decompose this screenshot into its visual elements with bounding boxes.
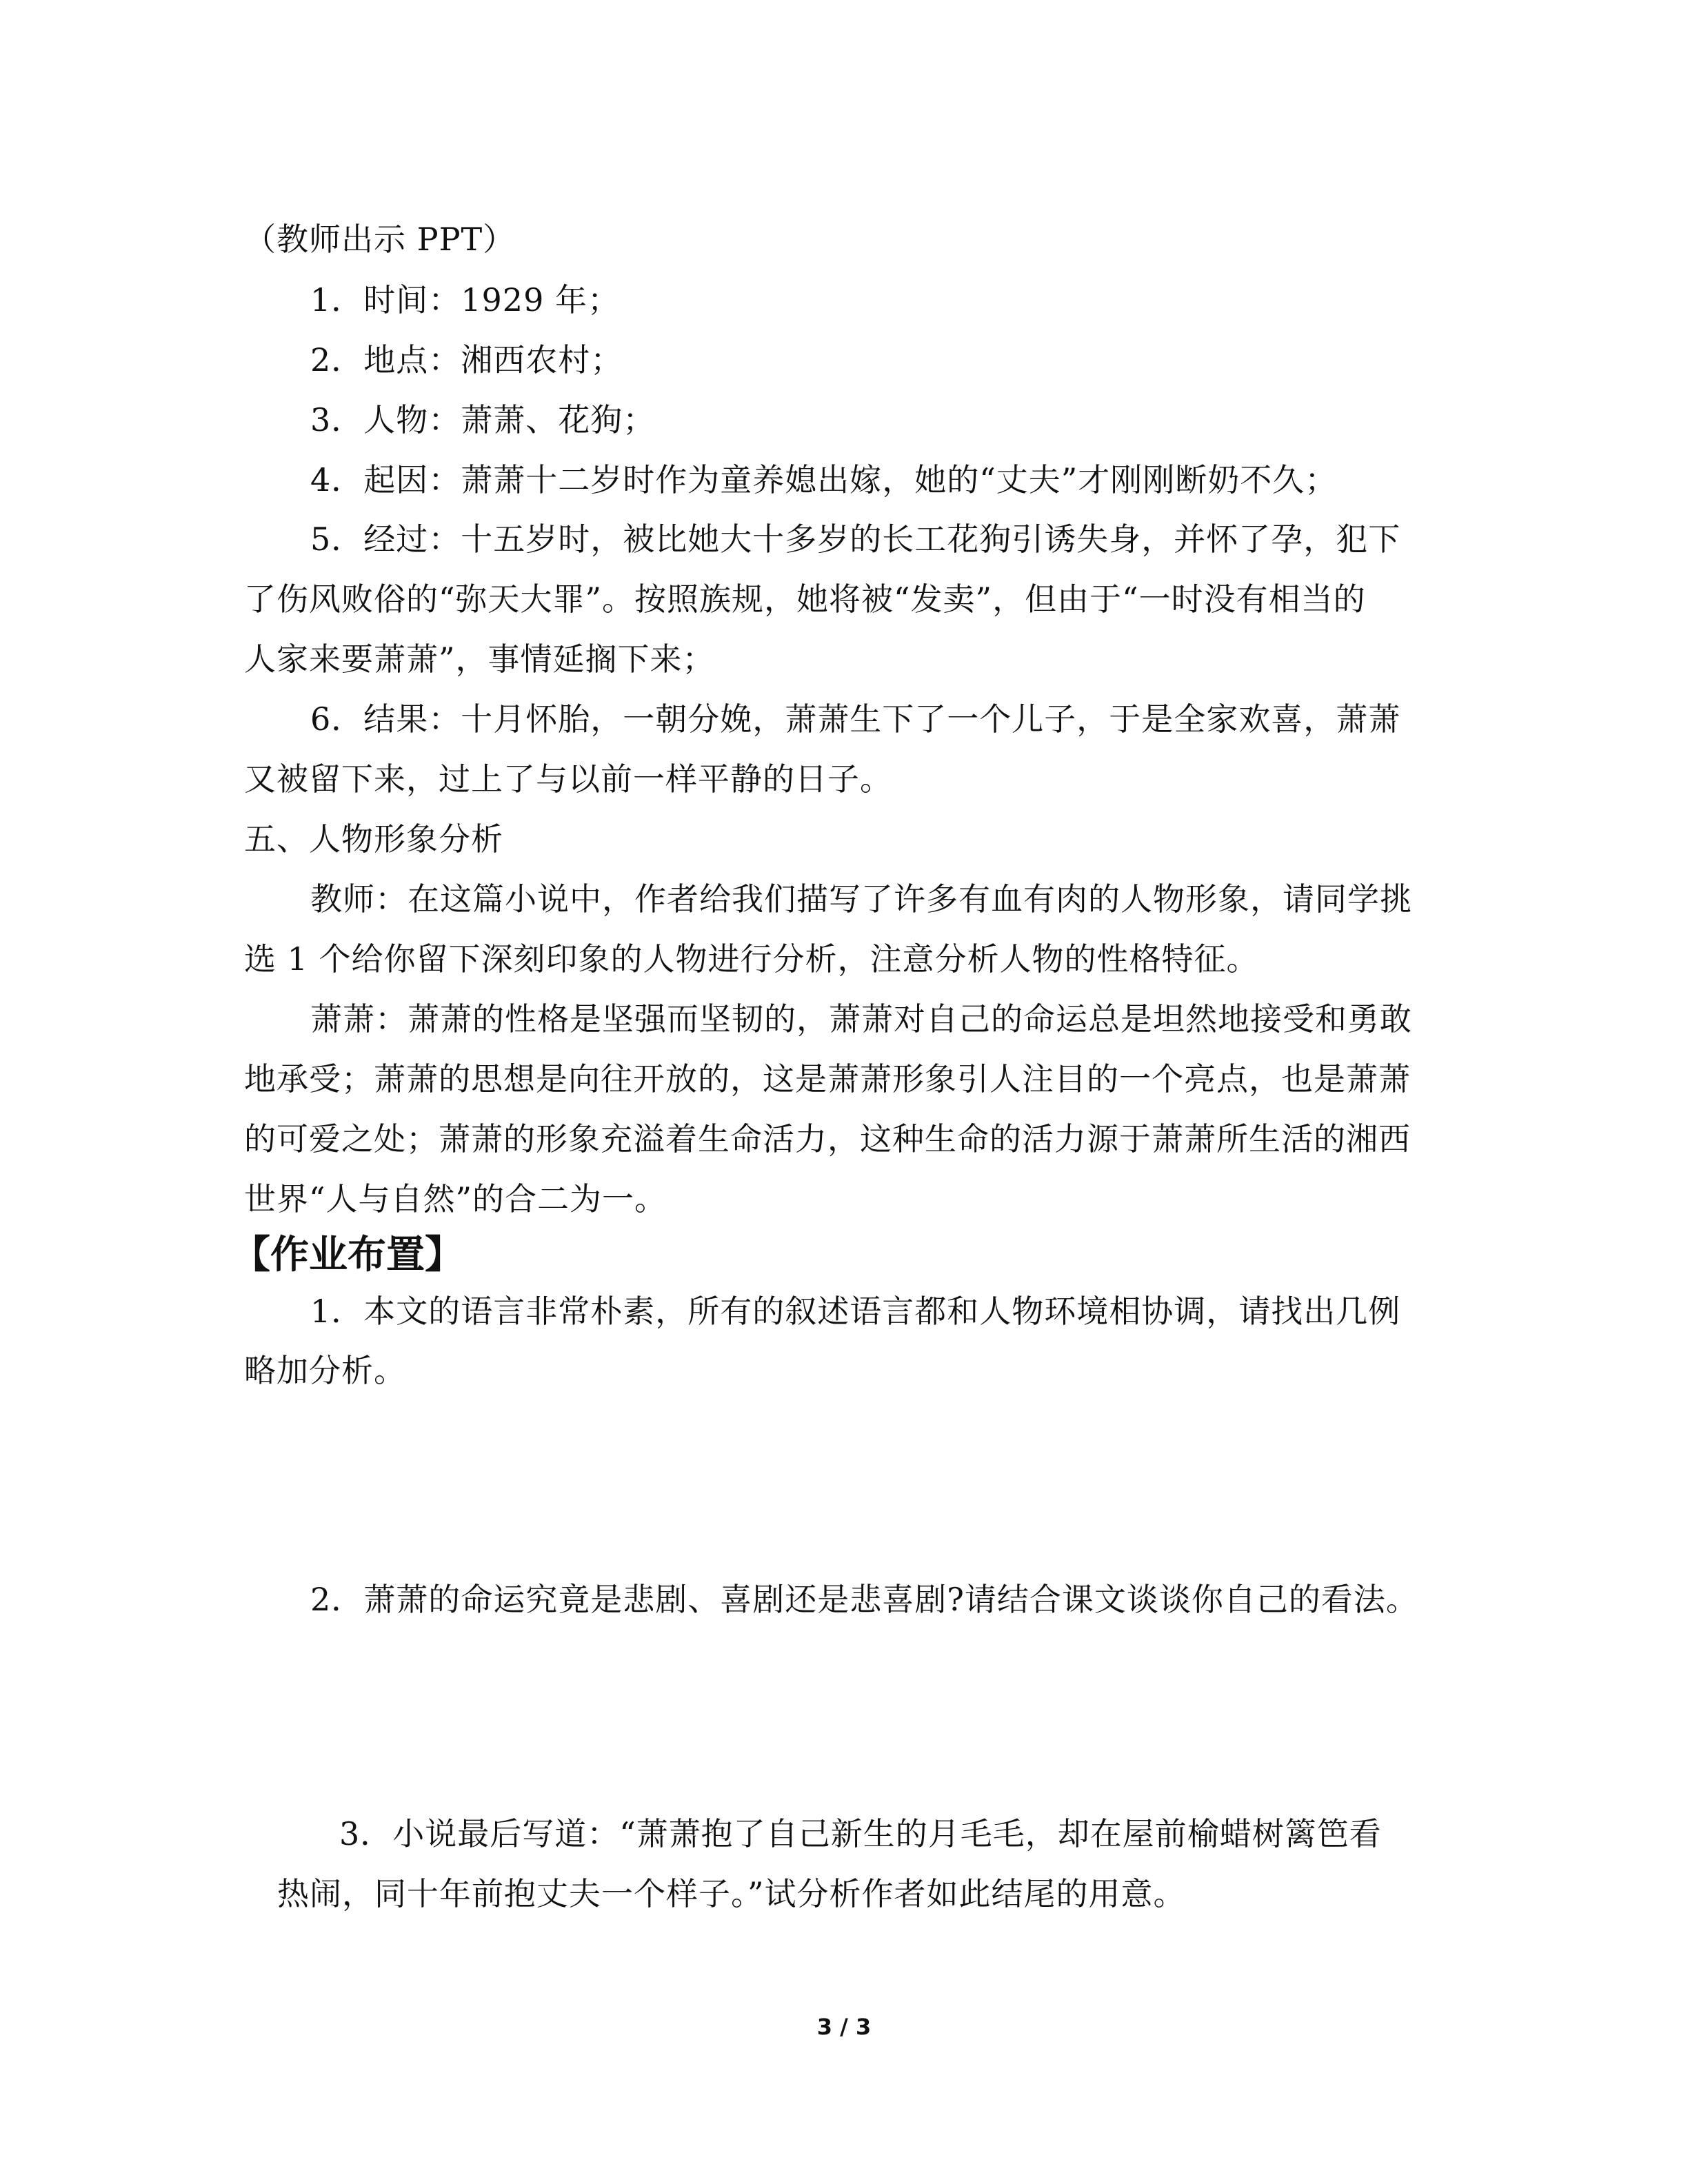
teacher-paragraph-line-1: 教师：在这篇小说中，作者给我们描写了许多有血有肉的人物形象，请同学挑 <box>310 880 1412 918</box>
story-element-time: 1．时间：1929 年； <box>310 281 620 318</box>
story-element-process-line-3: 人家来要萧萧”，事情延搁下来； <box>244 640 715 678</box>
page-number: 3 / 3 <box>816 2014 872 2040</box>
story-element-result-line-1: 6．结果：十月怀胎，一朝分娩，萧萧生下了一个儿子，于是全家欢喜，萧萧 <box>310 700 1401 738</box>
homework-question-2: 2．萧萧的命运究竟是悲剧、喜剧还是悲喜剧?请结合课文谈谈你自己的看法。 <box>310 1581 1418 1618</box>
story-element-result-line-2: 又被留下来，过上了与以前一样平静的日子。 <box>244 760 892 798</box>
story-element-process-line-2: 了伤风败俗的“弥天大罪”。按照族规，她将被“发卖”，但由于“一时没有相当的 <box>244 580 1366 618</box>
xiaoxiao-paragraph-line-2: 地承受；萧萧的思想是向往开放的，这是萧萧形象引人注目的一个亮点，也是萧萧 <box>244 1060 1411 1098</box>
xiaoxiao-paragraph-line-1: 萧萧：萧萧的性格是坚强而坚韧的，萧萧对自己的命运总是坦然地接受和勇敢 <box>310 1000 1412 1038</box>
homework-question-1-line-2: 略加分析。 <box>244 1352 406 1389</box>
story-element-cause: 4．起因：萧萧十二岁时作为童养媳出嫁，她的“丈夫”才刚刚断奶不久； <box>310 461 1338 498</box>
xiaoxiao-paragraph-line-3: 的可爱之处；萧萧的形象充溢着生命活力，这种生命的活力源于萧萧所生活的湘西 <box>244 1120 1411 1157</box>
homework-question-1-line-1: 1．本文的语言非常朴素，所有的叙述语言都和人物环境相协调，请找出几例 <box>310 1293 1401 1330</box>
story-element-process-line-1: 5．经过：十五岁时，被比她大十多岁的长工花狗引诱失身，并怀了孕，犯下 <box>310 520 1401 558</box>
section-five-title: 五、人物形象分析 <box>244 820 503 858</box>
homework-question-3-line-1: 3．小说最后写道：“萧萧抱了自己新生的月毛毛，却在屋前榆蜡树篱笆看 <box>339 1815 1382 1852</box>
story-element-characters: 3．人物：萧萧、花狗； <box>310 401 656 438</box>
xiaoxiao-paragraph-line-4: 世界“人与自然”的合二为一。 <box>244 1180 667 1217</box>
story-element-place: 2．地点：湘西农村； <box>310 341 623 378</box>
homework-question-3-line-2: 热闹，同十年前抱丈夫一个样子。”试分析作者如此结尾的用意。 <box>277 1875 1186 1912</box>
teacher-paragraph-line-2: 选 1 个给你留下深刻印象的人物进行分析，注意分析人物的性格特征。 <box>244 940 1259 978</box>
ppt-note: （教师出示 PPT） <box>244 221 516 258</box>
homework-heading: 【作业布置】 <box>232 1233 463 1277</box>
